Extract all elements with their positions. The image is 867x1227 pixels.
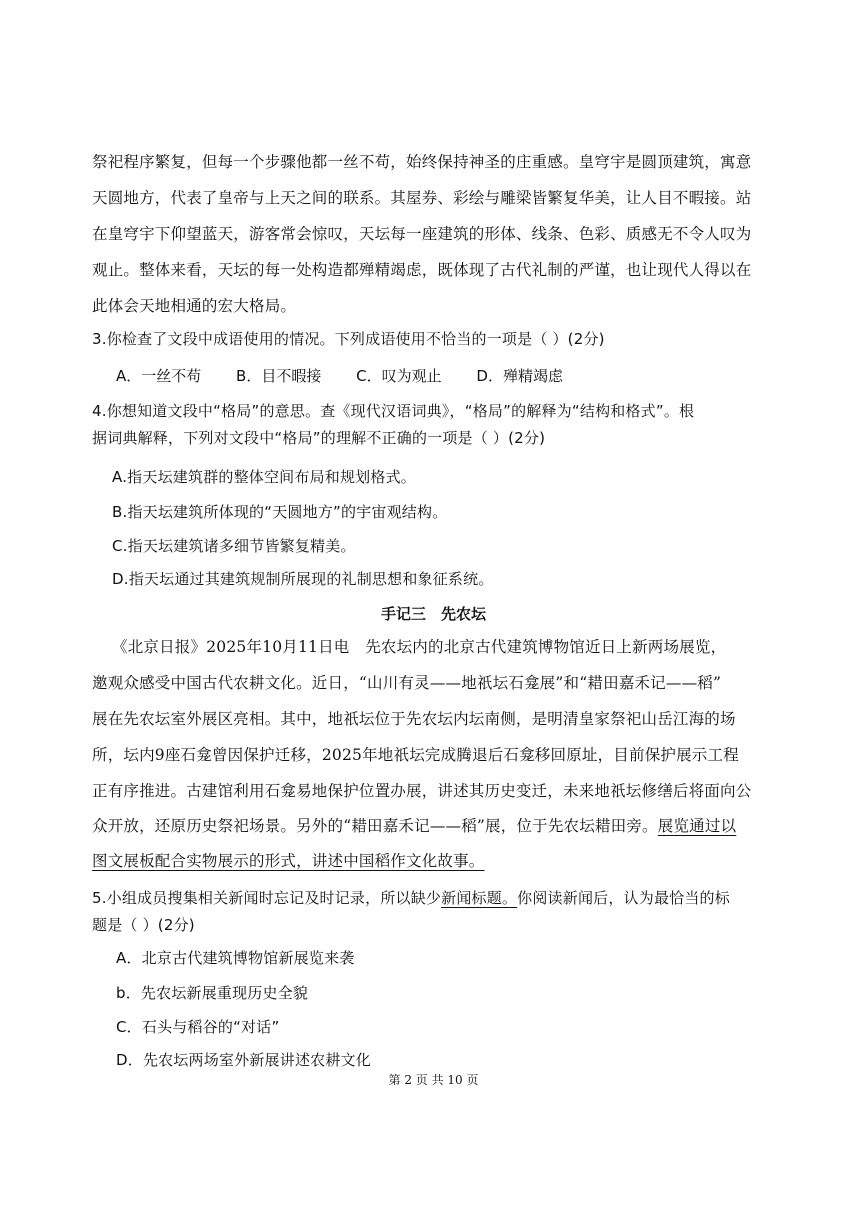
q5-option-d[interactable]: D．先农坛两场室外新展讲述农耕文化 [116,1051,371,1069]
q4-option-d[interactable]: D.指天坛通过其建筑规制所展现的礼制思想和象征系统。 [112,570,494,588]
news-line-1: 《北京日报》2025年10月11日电 先农坛内的北京古代建筑博物馆近日上新两场展览， [112,638,727,656]
q5-stem-underlined: 新闻标题。 [441,889,518,907]
q5-option-c[interactable]: C．石头与稻谷的“对话” [116,1018,280,1036]
passage-line-5: 此体会天地相通的宏大格局。 [92,297,297,315]
q3-option-d[interactable]: D．殚精竭虑 [476,367,563,385]
news-line-3: 展在先农坛室外展区亮相。其中，地祇坛位于先农坛内坛南侧，是明清皇家祭祀山岳江海的场 [92,710,736,728]
passage-line-4: 观止。整体来看，天坛的每一处构造都殚精竭虑，既体现了古代礼制的严谨，也让现代人得以在 [92,261,752,279]
q5-stem-part-b: 你阅读新闻后，认为最恰当的标 [517,889,730,907]
passage-line-3: 在皇穹宇下仰望蓝天，游客常会惊叹，天坛每一座建筑的形体、线条、色彩、质感无不令人叹为 [92,225,752,243]
q5-option-b[interactable]: b．先农坛新展重现历史全貌 [116,984,309,1002]
question-4-stem-line-1: 4.你想知道文段中“格局”的意思。查《现代汉语词典》，“格局”的解释为“结构和格式”。根 [92,402,695,420]
news-line-4: 所，坛内9座石龛曾因保护迁移，2025年地祇坛完成腾退后石龛移回原址，目前保护展示工程 [92,746,739,764]
section-title: 手记三 先农坛 [380,605,486,623]
q5-stem-part-a: 5.小组成员搜集相关新闻时忘记及时记录，所以缺少 [92,889,442,907]
news-line-5: 正有序推进。古建馆利用石龛易地保护位置办展，讲述其历史变迁，未来地祇坛修缮后将面向公 [92,782,752,800]
q3-option-a[interactable]: A．一丝不苟 [116,367,202,385]
passage-line-2: 天圆地方，代表了皇帝与上天之间的联系。其屋券、彩绘与雕梁皆繁复华美，让人目不暇接。站 [92,189,752,207]
page-footer: 第 2 页 共 10 页 [388,1073,479,1087]
news-underlined-sentence: 图文展板配合实物展示的形式，讲述中国稻作文化故事。 [92,852,485,870]
question-3-options [116,365,756,386]
passage-line-1: 祭祀程序繁复，但每一个步骤他都一丝不苟，始终保持神圣的庄重感。皇穹宇是圆顶建筑，寓意 [92,153,752,171]
news-line-6-text: 众开放，还原历史祭祀场景。另外的“耤田嘉禾记——稻”展，位于先农坛耤田旁。 [92,817,658,835]
question-3-stem: 3.你检查了文段中成语使用的情况。下列成语使用不恰当的一项是（ ）(2分) [92,330,605,348]
question-5-stem-line-1 [92,888,782,908]
question-5-stem-line-2: 题是（ ）(2分) [92,916,195,934]
q4-option-c[interactable]: C.指天坛建筑诸多细节皆繁复精美。 [112,537,356,555]
news-underlined-tail: 展览通过以 [657,817,737,835]
news-line-7 [92,851,782,871]
news-line-2: 邀观众感受中国古代农耕文化。近日，“山川有灵——地祇坛石龛展”和“耤田嘉禾记——稻” [92,674,722,692]
question-4-stem-line-2: 据词典解释，下列对文段中“格局”的理解不正确的一项是（ ）(2分) [92,429,546,447]
news-line-6 [92,816,782,836]
q4-option-a[interactable]: A.指天坛建筑群的整体空间布局和规划格式。 [112,468,416,486]
q4-option-b[interactable]: B.指天坛建筑所体现的“天圆地方”的宇宙观结构。 [112,503,448,521]
q3-option-b[interactable]: B．目不暇接 [236,367,322,385]
q5-option-a[interactable]: A．北京古代建筑博物馆新展览来袭 [116,949,355,967]
q3-option-c[interactable]: C．叹为观止 [356,367,442,385]
